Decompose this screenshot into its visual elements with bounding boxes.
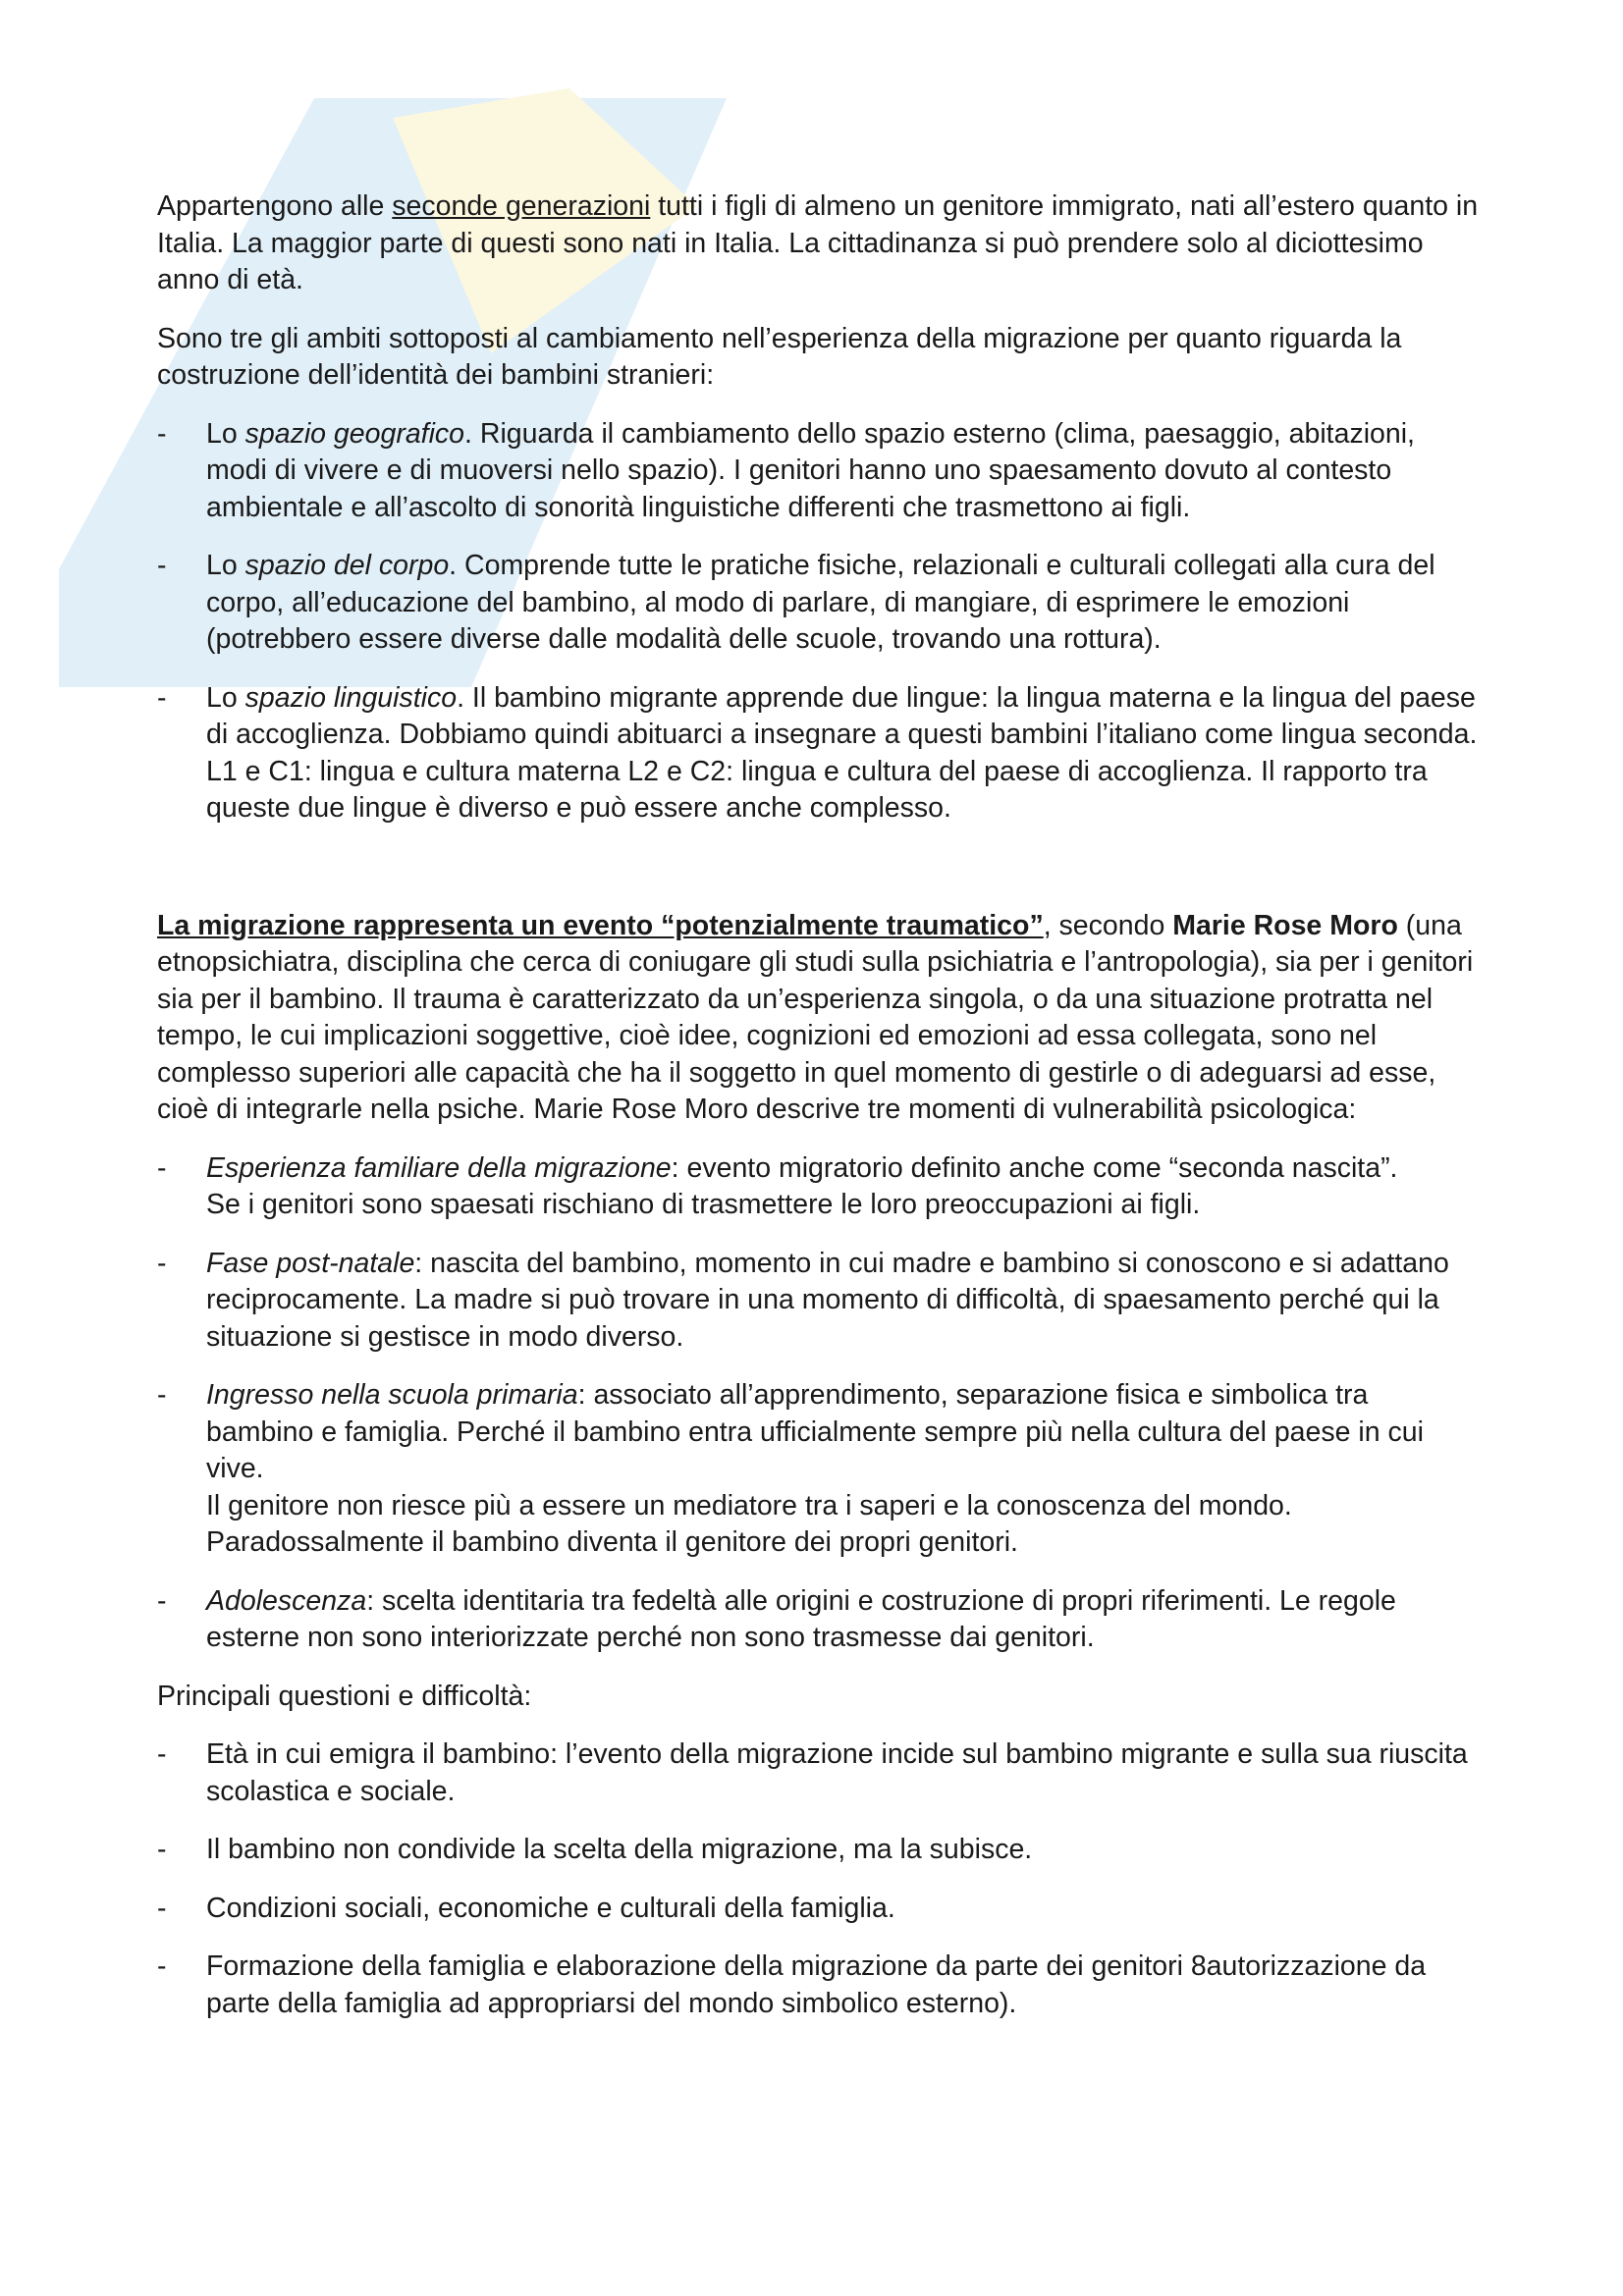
list-item: - Formazione della famiglia e elaborazione della migrazione da parte dei genitori 8autorizzazione da parte della famiglia ad appropriarsi del mondo simbolico esterno). bbox=[157, 1949, 1483, 2022]
document-page bbox=[157, 188, 1483, 2044]
section-heading-trauma: La migrazione rappresenta un evento “potenzialmente traumatico” bbox=[157, 909, 1044, 941]
list-momenti bbox=[157, 1150, 1483, 1657]
paragraph-trauma: La migrazione rappresenta un evento “potenzialmente traumatico”, secondo Marie Rose Moro (una etnopsichiatra, disciplina che cerca di coniugare gli studi sulla psichiatria e l’antropologia), sia per i genitori sia per il bambino. Il trauma è caratterizzato da un’esperienza singola, o da una situazione protratta nel tempo, le cui implicazioni soggettive, cioè idee, cognizioni ed emozioni ad essa collegata, sono nel complesso superiori alle capacità che ha il soggetto in quel momento di gestirle o di adeguarsi ad esse, cioè di integrarle nella psiche. Marie Rose Moro descrive tre momenti di vulnerabilità psicologica: bbox=[157, 909, 1474, 1125]
paragraph-ambiti-intro: Sono tre gli ambiti sottoposti al cambiamento nell’esperienza della migrazione per quanto riguarda la costruzione dell’identità dei bambini stranieri: bbox=[157, 322, 1402, 391]
list-item: - Esperienza familiare della migrazione: evento migratorio definito anche come “seconda nascita”. Se i genitori sono spaesati rischiano di trasmettere le loro preoccupazioni ai figli. bbox=[157, 1150, 1483, 1224]
list-questioni bbox=[157, 1736, 1483, 2022]
list-item: - Adolescenza: scelta identitaria tra fedeltà alle origini e costruzione di propri riferimenti. Le regole esterne non sono interiorizzate perché non sono trasmesse dai genitori. bbox=[157, 1583, 1483, 1657]
list-item: - Lo spazio linguistico. Il bambino migrante apprende due lingue: la lingua materna e la lingua del paese di accoglienza. Dobbiamo quindi abituarci a insegnare a questi bambini l’italiano come lingua seconda. L1 e C1: lingua e cultura materna L2 e C2: lingua e cultura del paese di accoglienza. Il rapporto tra queste due lingue è diverso e può essere anche complesso. bbox=[157, 680, 1483, 828]
term-seconde-generazioni: seconde generazioni bbox=[392, 190, 651, 222]
list-item: - Lo spazio geografico. Riguarda il cambiamento dello spazio esterno (clima, paesaggio, abitazioni, modi di vivere e di muoversi nello spazio). I genitori hanno uno spaesamento dovuto al contesto ambientale e all’ascolto di sonorità linguistiche differenti che trasmettono ai figli. bbox=[157, 416, 1483, 527]
list-spazi bbox=[157, 416, 1483, 828]
paragraph-questioni-intro: Principali questioni e difficoltà: bbox=[157, 1680, 532, 1712]
list-item: - Il bambino non condivide la scelta della migrazione, ma la subisce. bbox=[157, 1832, 1483, 1869]
paragraph-seconde-generazioni: Appartengono alle seconde generazioni tutti i figli di almeno un genitore immigrato, nati all’estero quanto in Italia. La maggior parte di questi sono nati in Italia. La cittadinanza si può prendere solo al diciottesimo anno di età. bbox=[157, 190, 1479, 295]
list-item: - Ingresso nella scuola primaria: associato all’apprendimento, separazione fisica e simbolica tra bambino e famiglia. Perché il bambino entra ufficialmente sempre più nella cultura del paese in cui vive. Il genitore non riesce più a essere un mediatore tra i saperi e la conoscenza del mondo. Paradossalmente il bambino diventa il genitore dei propri genitori. bbox=[157, 1377, 1483, 1562]
list-item: - Condizioni sociali, economiche e culturali della famiglia. bbox=[157, 1891, 1483, 1928]
author-name: Marie Rose Moro bbox=[1172, 909, 1398, 941]
list-item: - Lo spazio del corpo. Comprende tutte le pratiche fisiche, relazionali e culturali collegati alla cura del corpo, all’educazione del bambino, al modo di parlare, di mangiare, di esprimere le emozioni (potrebbero essere diverse dalle modalità delle scuole, trovando una rottura). bbox=[157, 548, 1483, 659]
list-item: - Età in cui emigra il bambino: l’evento della migrazione incide sul bambino migrante e sulla sua riuscita scolastica e sociale. bbox=[157, 1736, 1483, 1810]
list-item: - Fase post-natale: nascita del bambino, momento in cui madre e bambino si conoscono e si adattano reciprocamente. La madre si può trovare in una momento di difficoltà, di spaesamento perché qui la situazione si gestisce in modo diverso. bbox=[157, 1246, 1483, 1357]
